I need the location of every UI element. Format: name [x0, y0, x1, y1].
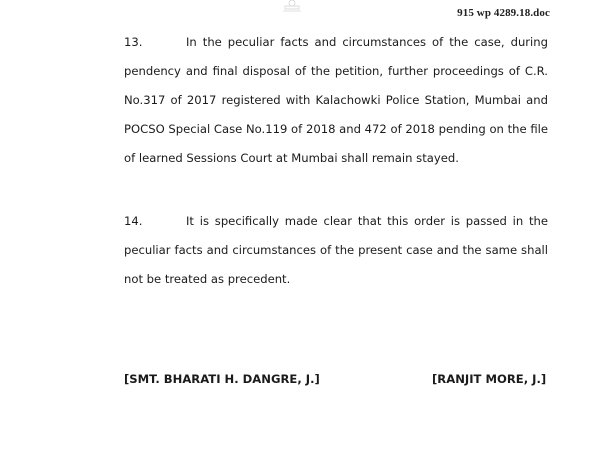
paragraph-line: It is specifically made clear that this order is passed in the	[186, 214, 548, 228]
document-reference: 915 wp 4289.18.doc	[457, 7, 550, 19]
paragraph-first-line	[124, 207, 548, 236]
paragraph-13	[124, 28, 548, 173]
paragraph-14	[124, 207, 548, 294]
paragraph-line: pendency and final disposal of the petition, further proceedings of C.R.	[124, 64, 548, 78]
paragraph-line: of learned Sessions Court at Mumbai shall remain stayed.	[124, 151, 459, 165]
paragraph-number: 14.	[124, 214, 143, 228]
judge-signature-right: [RANJIT MORE, J.]	[432, 372, 547, 386]
paragraph-first-line	[124, 28, 548, 57]
paragraph-number: 13.	[124, 35, 143, 49]
paragraph-line: not be treated as precedent.	[124, 272, 291, 286]
paragraph-line: peculiar facts and circumstances of the present case and the same shall	[124, 243, 548, 257]
emblem-watermark-icon	[277, 0, 307, 14]
paragraph-line: In the peculiar facts and circumstances of the case, during	[186, 35, 548, 49]
paragraph-line: POCSO Special Case No.119 of 2018 and 472 of 2018 pending on the file	[124, 122, 548, 136]
judge-signature-left: [SMT. BHARATI H. DANGRE, J.]	[124, 372, 320, 386]
paragraph-line: No.317 of 2017 registered with Kalachowki Police Station, Mumbai and	[124, 93, 548, 107]
